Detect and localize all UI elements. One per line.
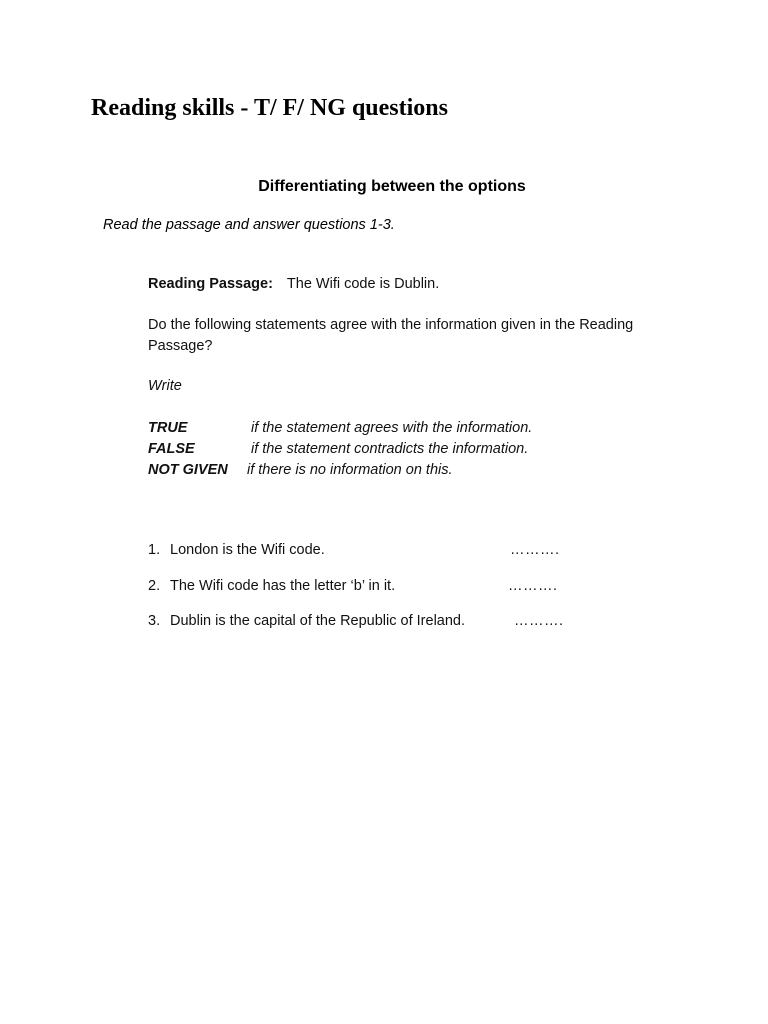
question-item-3 [148,611,628,631]
option-description: if the statement contradicts the information. [251,441,529,457]
question-number: 2. [148,577,161,594]
question-text: London is the Wifi code. [170,542,325,558]
option-key: FALSE [148,441,195,457]
option-key: NOT GIVEN [148,462,228,478]
page-title: Reading skills - T/ F/ NG questions [91,95,448,121]
answer-blank[interactable]: ………. [508,577,558,594]
option-description: if there is no information on this. [247,462,453,478]
reading-passage [148,274,439,294]
option-key: TRUE [148,420,188,436]
question-number: 1. [148,542,161,558]
question-text: The Wifi code has the letter ‘b’ in it. [170,577,396,594]
question-prompt: Do the following statements agree with the information given in the Reading Passage? [148,317,634,354]
question-item-2 [148,576,628,596]
reading-passage-text: The Wifi code is Dublin. [286,276,440,292]
answer-blank[interactable]: ………. [514,613,564,629]
option-description: if the statement agrees with the information. [251,420,533,436]
question-item-1 [148,540,628,560]
section-heading: Differentiating between the options [258,178,526,195]
question-text: Dublin is the capital of the Republic of Ireland. [170,613,466,629]
question-list [148,540,628,647]
question-number: 3. [148,613,161,629]
instruction-text: Read the passage and answer questions 1-3. [103,217,395,233]
reading-passage-label: Reading Passage: [148,276,273,292]
answer-blank[interactable]: ………. [510,542,560,558]
write-label: Write [148,378,182,394]
